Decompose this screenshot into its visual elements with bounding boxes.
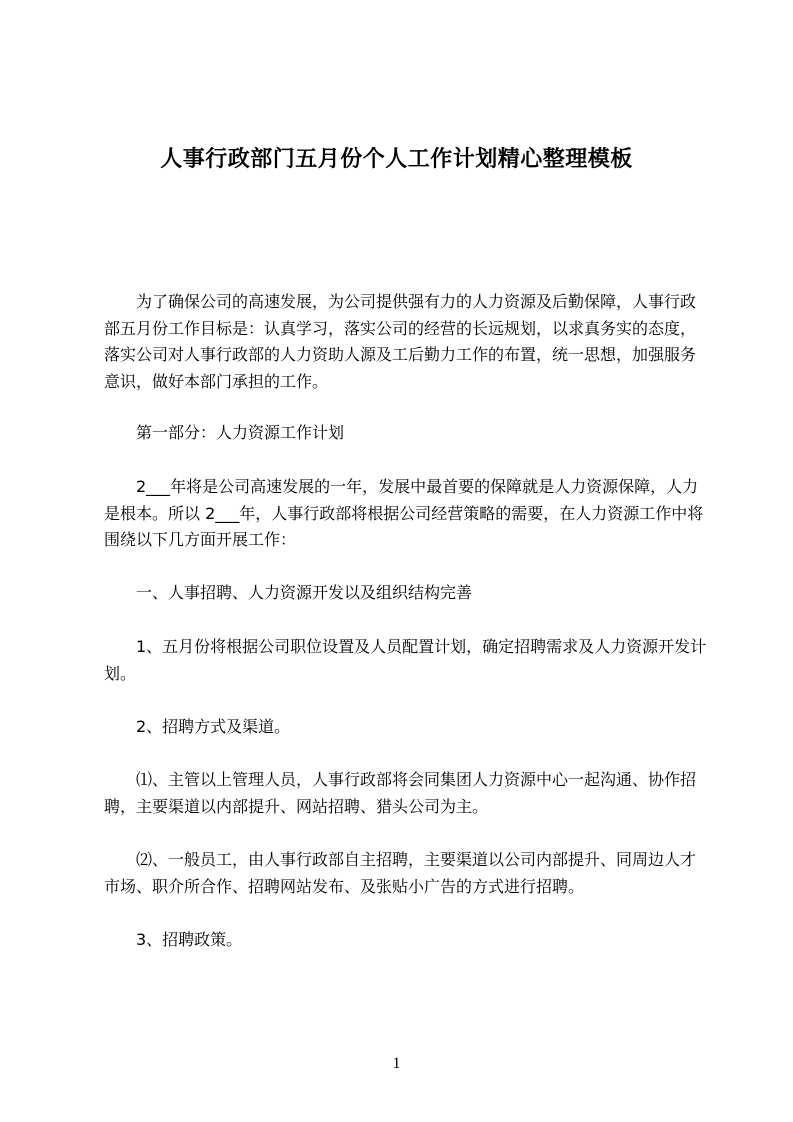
paragraph-item-2-1 (104, 767, 714, 820)
document-title: 人事行政部门五月份个人工作计划精心整理模板 (160, 147, 633, 172)
paragraph-intro (104, 289, 714, 395)
text-line: 第一部分：人力资源工作计划 (104, 423, 345, 442)
subsection-heading (104, 580, 714, 607)
text-line: 聘，主要渠道以内部提升、网站招聘、猎头公司为主。 (104, 796, 489, 816)
paragraph-item-2-2 (104, 847, 714, 900)
text-line: 3、招聘政策。 (104, 930, 243, 949)
paragraph-item-2 (104, 714, 714, 741)
text-line: 市场、职介所合作、招聘网站发布、及张贴小广告的方式进行招聘。 (104, 876, 585, 896)
paragraph-item-3 (104, 927, 714, 954)
text-line: ⑵、一般员工，由人事行政部自主招聘，主要渠道以公司内部提升、同周边人才 (104, 850, 697, 869)
paragraph-overview (104, 474, 714, 554)
text-line: 划。 (104, 663, 137, 683)
text-line: 一、人事招聘、人力资源开发以及组织结构完善 (104, 583, 473, 602)
page-number: 1 (392, 1055, 401, 1072)
text-line: 2___年将是公司高速发展的一年，发展中最首要的保障就是人力资源保障，人力 (104, 477, 699, 496)
paragraph-item-1 (104, 634, 714, 687)
text-line: 2、招聘方式及渠道。 (104, 717, 291, 736)
text-line: ⑴、主管以上管理人员，人事行政部将会同集团人力资源中心一起沟通、协作招 (104, 770, 697, 789)
text-line: 部五月份工作目标是：认真学习，落实公司的经营的长远规划，以求真务实的态度， (104, 318, 697, 338)
text-line: 意识，做好本部门承担的工作。 (104, 371, 329, 391)
text-line: 是根本。所以 2___年，人事行政部将根据公司经营策略的需要，在人力资源工作中将 (104, 503, 704, 523)
text-line: 落实公司对人事行政部的人力资助人源及工后勤力工作的布置，统一思想，加强服务 (104, 345, 697, 364)
section-heading (104, 420, 714, 447)
text-line: 1、五月份将根据公司职位设置及人员配置计划，确定招聘需求及人力资源开发计 (104, 637, 707, 656)
text-line: 围绕以下几方面开展工作： (104, 530, 297, 549)
text-line: 为了确保公司的高速发展，为公司提供强有力的人力资源及后勤保障，人事行政 (104, 292, 697, 311)
